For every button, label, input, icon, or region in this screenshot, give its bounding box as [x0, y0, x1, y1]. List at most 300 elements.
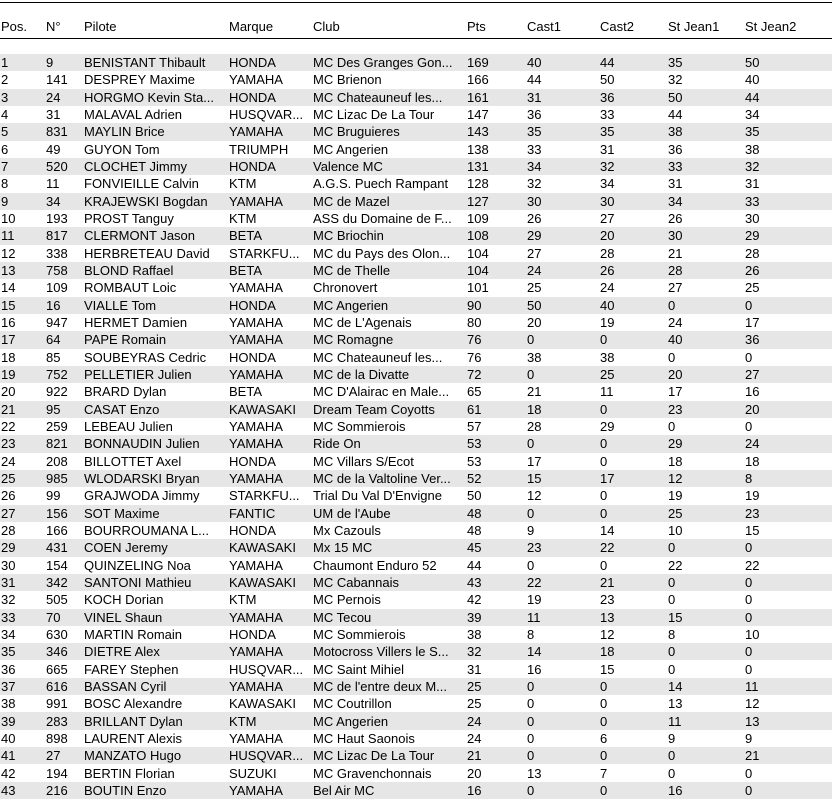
cell-pilote: CLOCHET Jimmy: [83, 158, 228, 175]
cell-pts: 166: [466, 71, 526, 88]
table-row: [0, 782, 832, 799]
cell-cast1: 0: [526, 678, 599, 695]
header-st-jean1[interactable]: St Jean1: [668, 18, 720, 34]
table-row: [0, 418, 832, 435]
cell-st-jean2: 31: [744, 175, 832, 192]
table-row: [0, 314, 832, 331]
cell-club: Ride On: [312, 435, 466, 452]
cell-cast1: 17: [526, 453, 599, 470]
cell-marque: KAWASAKI: [228, 539, 312, 556]
cell-pilote: PROST Tanguy: [83, 210, 228, 227]
cell-marque: YAMAHA: [228, 314, 312, 331]
cell-st-jean2: 0: [744, 574, 832, 591]
table-row: [0, 643, 832, 660]
cell-pos: 39: [0, 712, 45, 729]
cell-st-jean2: 11: [744, 678, 832, 695]
cell-pts: 53: [466, 453, 526, 470]
cell-marque: HONDA: [228, 453, 312, 470]
cell-st-jean2: 40: [744, 71, 832, 88]
cell-st-jean2: 0: [744, 418, 832, 435]
cell-club: Motocross Villers le S...: [312, 643, 466, 660]
cell-club: MC Cabannais: [312, 574, 466, 591]
cell-pts: 61: [466, 401, 526, 418]
cell-pos: 7: [0, 158, 45, 175]
table-row: [0, 730, 832, 747]
cell-st-jean1: 28: [667, 262, 744, 279]
header-cast2[interactable]: Cast2: [600, 18, 634, 34]
cell-number: 95: [45, 401, 83, 418]
cell-pts: 48: [466, 505, 526, 522]
cell-st-jean2: 0: [744, 297, 832, 314]
cell-number: 665: [45, 660, 83, 677]
cell-cast2: 13: [599, 609, 667, 626]
cell-number: 208: [45, 453, 83, 470]
cell-pilote: DIETRE Alex: [83, 643, 228, 660]
cell-st-jean1: 0: [667, 747, 744, 764]
cell-cast2: 30: [599, 193, 667, 210]
cell-pos: 4: [0, 106, 45, 123]
cell-pilote: COEN Jeremy: [83, 539, 228, 556]
cell-pts: 38: [466, 626, 526, 643]
cell-cast1: 22: [526, 574, 599, 591]
cell-club: A.G.S. Puech Rampant: [312, 175, 466, 192]
cell-number: 34: [45, 193, 83, 210]
cell-pts: 25: [466, 695, 526, 712]
cell-pts: 161: [466, 89, 526, 106]
cell-st-jean2: 30: [744, 210, 832, 227]
table-row: [0, 626, 832, 643]
table-row: [0, 695, 832, 712]
cell-number: 31: [45, 106, 83, 123]
cell-pos: 15: [0, 297, 45, 314]
cell-pilote: BOSC Alexandre: [83, 695, 228, 712]
cell-marque: YAMAHA: [228, 279, 312, 296]
table-row: [0, 591, 832, 608]
cell-pilote: VINEL Shaun: [83, 609, 228, 626]
cell-cast2: 40: [599, 297, 667, 314]
cell-number: 283: [45, 712, 83, 729]
table-row: [0, 539, 832, 556]
cell-pilote: GRAJWODA Jimmy: [83, 487, 228, 504]
cell-cast1: 32: [526, 175, 599, 192]
cell-st-jean2: 38: [744, 141, 832, 158]
cell-st-jean2: 0: [744, 591, 832, 608]
cell-pos: 1: [0, 54, 45, 71]
cell-pts: 44: [466, 557, 526, 574]
cell-cast2: 0: [599, 505, 667, 522]
cell-cast1: 25: [526, 279, 599, 296]
cell-pilote: BOURROUMANA L...: [83, 522, 228, 539]
cell-cast2: 0: [599, 453, 667, 470]
cell-st-jean1: 16: [667, 782, 744, 799]
table-row: [0, 158, 832, 175]
cell-number: 898: [45, 730, 83, 747]
cell-club: MC Sommierois: [312, 626, 466, 643]
cell-pos: 27: [0, 505, 45, 522]
cell-pts: 32: [466, 643, 526, 660]
cell-pilote: CLERMONT Jason: [83, 227, 228, 244]
cell-number: 85: [45, 349, 83, 366]
cell-cast2: 31: [599, 141, 667, 158]
cell-club: UM de l'Aube: [312, 505, 466, 522]
cell-st-jean2: 29: [744, 227, 832, 244]
cell-cast1: 40: [526, 54, 599, 71]
cell-number: 141: [45, 71, 83, 88]
cell-st-jean2: 33: [744, 193, 832, 210]
cell-marque: YAMAHA: [228, 643, 312, 660]
table-row: [0, 123, 832, 140]
cell-pilote: CASAT Enzo: [83, 401, 228, 418]
cell-cast1: 27: [526, 245, 599, 262]
table-row: [0, 470, 832, 487]
cell-club: Trial Du Val D'Envigne: [312, 487, 466, 504]
cell-cast1: 0: [526, 730, 599, 747]
cell-cast1: 50: [526, 297, 599, 314]
cell-pts: 20: [466, 764, 526, 781]
top-rule: [0, 2, 832, 3]
cell-st-jean1: 32: [667, 71, 744, 88]
cell-cast1: 35: [526, 123, 599, 140]
table-row: [0, 505, 832, 522]
cell-cast2: 27: [599, 210, 667, 227]
cell-marque: TRIUMPH: [228, 141, 312, 158]
cell-cast2: 38: [599, 349, 667, 366]
cell-st-jean2: 17: [744, 314, 832, 331]
cell-club: MC de la Valtoline Ver...: [312, 470, 466, 487]
cell-pilote: FAREY Stephen: [83, 660, 228, 677]
cell-club: Mx Cazouls: [312, 522, 466, 539]
cell-marque: YAMAHA: [228, 678, 312, 695]
cell-st-jean2: 27: [744, 366, 832, 383]
cell-cast2: 19: [599, 314, 667, 331]
cell-st-jean2: 34: [744, 106, 832, 123]
cell-st-jean1: 33: [667, 158, 744, 175]
cell-cast2: 20: [599, 227, 667, 244]
cell-cast1: 0: [526, 712, 599, 729]
cell-st-jean1: 23: [667, 401, 744, 418]
cell-st-jean1: 0: [667, 574, 744, 591]
cell-pos: 42: [0, 764, 45, 781]
cell-number: 194: [45, 764, 83, 781]
header-st-jean2[interactable]: St Jean2: [745, 18, 797, 34]
cell-cast1: 15: [526, 470, 599, 487]
cell-pts: 50: [466, 487, 526, 504]
cell-st-jean2: 25: [744, 279, 832, 296]
table-row: [0, 453, 832, 470]
cell-club: MC de Thelle: [312, 262, 466, 279]
cell-pos: 22: [0, 418, 45, 435]
cell-cast2: 32: [599, 158, 667, 175]
header-pos[interactable]: Pos.: [1, 18, 28, 34]
cell-pos: 36: [0, 660, 45, 677]
cell-st-jean1: 0: [667, 349, 744, 366]
cell-st-jean2: 10: [744, 626, 832, 643]
cell-number: 99: [45, 487, 83, 504]
cell-pos: 34: [0, 626, 45, 643]
cell-pilote: LEBEAU Julien: [83, 418, 228, 435]
cell-club: MC Angerien: [312, 297, 466, 314]
cell-pos: 33: [0, 609, 45, 626]
cell-st-jean2: 50: [744, 54, 832, 71]
cell-pos: 20: [0, 383, 45, 400]
cell-cast2: 17: [599, 470, 667, 487]
cell-st-jean2: 24: [744, 435, 832, 452]
cell-cast2: 50: [599, 71, 667, 88]
cell-club: MC Coutrillon: [312, 695, 466, 712]
header-number[interactable]: N°: [46, 18, 61, 34]
cell-number: 9: [45, 54, 83, 71]
cell-club: MC Briochin: [312, 227, 466, 244]
cell-pilote: BLOND Raffael: [83, 262, 228, 279]
cell-cast2: 26: [599, 262, 667, 279]
cell-cast2: 22: [599, 539, 667, 556]
header-spacer: [0, 39, 832, 55]
cell-cast2: 0: [599, 782, 667, 799]
cell-pts: 31: [466, 660, 526, 677]
cell-marque: YAMAHA: [228, 123, 312, 140]
cell-club: MC Chateauneuf les...: [312, 89, 466, 106]
cell-pos: 31: [0, 574, 45, 591]
cell-pts: 39: [466, 609, 526, 626]
cell-number: 616: [45, 678, 83, 695]
table-row: [0, 678, 832, 695]
cell-club: Dream Team Coyotts: [312, 401, 466, 418]
cell-pilote: ROMBAUT Loic: [83, 279, 228, 296]
cell-cast2: 11: [599, 383, 667, 400]
table-row: [0, 764, 832, 781]
cell-pos: 3: [0, 89, 45, 106]
cell-marque: KTM: [228, 210, 312, 227]
cell-cast1: 12: [526, 487, 599, 504]
cell-st-jean1: 15: [667, 609, 744, 626]
cell-pts: 57: [466, 418, 526, 435]
cell-club: MC Saint Mihiel: [312, 660, 466, 677]
cell-cast2: 0: [599, 557, 667, 574]
cell-number: 831: [45, 123, 83, 140]
cell-pilote: SOT Maxime: [83, 505, 228, 522]
cell-st-jean1: 9: [667, 730, 744, 747]
cell-cast1: 0: [526, 435, 599, 452]
cell-pts: 43: [466, 574, 526, 591]
cell-number: 922: [45, 383, 83, 400]
cell-marque: YAMAHA: [228, 609, 312, 626]
cell-st-jean1: 18: [667, 453, 744, 470]
cell-st-jean1: 0: [667, 418, 744, 435]
cell-st-jean2: 0: [744, 643, 832, 660]
cell-number: 11: [45, 175, 83, 192]
cell-st-jean2: 13: [744, 712, 832, 729]
table-row: [0, 574, 832, 591]
cell-club: MC Romagne: [312, 331, 466, 348]
header-row: [0, 14, 832, 39]
cell-pts: 76: [466, 349, 526, 366]
table-row: [0, 557, 832, 574]
cell-pilote: KRAJEWSKI Bogdan: [83, 193, 228, 210]
cell-club: MC Lizac De La Tour: [312, 106, 466, 123]
cell-pos: 8: [0, 175, 45, 192]
cell-pts: 169: [466, 54, 526, 71]
cell-club: MC Angerien: [312, 141, 466, 158]
cell-pilote: BRARD Dylan: [83, 383, 228, 400]
cell-cast1: 8: [526, 626, 599, 643]
cell-cast1: 0: [526, 747, 599, 764]
cell-number: 109: [45, 279, 83, 296]
cell-pilote: KOCH Dorian: [83, 591, 228, 608]
cell-club: MC Gravenchonnais: [312, 764, 466, 781]
cell-marque: HONDA: [228, 626, 312, 643]
cell-marque: HUSQVAR...: [228, 747, 312, 764]
cell-cast2: 24: [599, 279, 667, 296]
cell-pilote: HORGMO Kevin Sta...: [83, 89, 228, 106]
cell-marque: YAMAHA: [228, 418, 312, 435]
cell-pos: 35: [0, 643, 45, 660]
cell-club: MC Villars S/Ecot: [312, 453, 466, 470]
cell-st-jean1: 17: [667, 383, 744, 400]
cell-club: Chronovert: [312, 279, 466, 296]
cell-pts: 53: [466, 435, 526, 452]
cell-cast1: 16: [526, 660, 599, 677]
header-cast1[interactable]: Cast1: [527, 18, 561, 34]
cell-pos: 10: [0, 210, 45, 227]
cell-st-jean2: 0: [744, 764, 832, 781]
cell-marque: YAMAHA: [228, 470, 312, 487]
cell-pilote: BASSAN Cyril: [83, 678, 228, 695]
header-pts[interactable]: Pts: [467, 18, 486, 34]
cell-pts: 25: [466, 678, 526, 695]
cell-st-jean2: 12: [744, 695, 832, 712]
cell-cast1: 20: [526, 314, 599, 331]
table-row: [0, 401, 832, 418]
cell-cast2: 44: [599, 54, 667, 71]
cell-cast1: 13: [526, 764, 599, 781]
table-row: [0, 175, 832, 192]
cell-st-jean2: 36: [744, 331, 832, 348]
cell-cast2: 7: [599, 764, 667, 781]
cell-marque: KAWASAKI: [228, 574, 312, 591]
cell-pts: 76: [466, 331, 526, 348]
cell-st-jean1: 31: [667, 175, 744, 192]
cell-pos: 18: [0, 349, 45, 366]
cell-pos: 14: [0, 279, 45, 296]
cell-cast1: 36: [526, 106, 599, 123]
cell-pts: 128: [466, 175, 526, 192]
header-club[interactable]: Club: [313, 18, 340, 34]
cell-marque: YAMAHA: [228, 331, 312, 348]
cell-marque: HUSQVAR...: [228, 660, 312, 677]
cell-number: 947: [45, 314, 83, 331]
cell-club: MC Pernois: [312, 591, 466, 608]
cell-cast2: 6: [599, 730, 667, 747]
cell-cast2: 12: [599, 626, 667, 643]
cell-pilote: BOUTIN Enzo: [83, 782, 228, 799]
cell-cast2: 21: [599, 574, 667, 591]
cell-club: Bel Air MC: [312, 782, 466, 799]
cell-st-jean1: 38: [667, 123, 744, 140]
cell-pts: 101: [466, 279, 526, 296]
cell-cast2: 28: [599, 245, 667, 262]
cell-st-jean1: 0: [667, 764, 744, 781]
cell-club: MC Haut Saonois: [312, 730, 466, 747]
cell-pos: 26: [0, 487, 45, 504]
cell-pts: 48: [466, 522, 526, 539]
cell-pos: 11: [0, 227, 45, 244]
cell-pos: 21: [0, 401, 45, 418]
cell-pts: 108: [466, 227, 526, 244]
cell-pos: 28: [0, 522, 45, 539]
cell-cast1: 21: [526, 383, 599, 400]
cell-pilote: PAPE Romain: [83, 331, 228, 348]
table-row: [0, 193, 832, 210]
cell-marque: YAMAHA: [228, 557, 312, 574]
cell-cast1: 18: [526, 401, 599, 418]
cell-st-jean2: 8: [744, 470, 832, 487]
cell-club: MC du Pays des Olon...: [312, 245, 466, 262]
cell-st-jean1: 25: [667, 505, 744, 522]
table-row: [0, 141, 832, 158]
cell-marque: FANTIC: [228, 505, 312, 522]
cell-st-jean2: 32: [744, 158, 832, 175]
cell-st-jean2: 22: [744, 557, 832, 574]
cell-st-jean2: 0: [744, 660, 832, 677]
cell-pos: 5: [0, 123, 45, 140]
cell-marque: YAMAHA: [228, 782, 312, 799]
cell-pilote: BONNAUDIN Julien: [83, 435, 228, 452]
header-marque[interactable]: Marque: [229, 18, 274, 34]
cell-club: MC Tecou: [312, 609, 466, 626]
cell-cast1: 0: [526, 557, 599, 574]
cell-marque: KAWASAKI: [228, 401, 312, 418]
cell-st-jean2: 20: [744, 401, 832, 418]
table-row: [0, 522, 832, 539]
cell-cast1: 9: [526, 522, 599, 539]
cell-pts: 143: [466, 123, 526, 140]
table-row: [0, 89, 832, 106]
cell-pilote: HERBRETEAU David: [83, 245, 228, 262]
cell-pts: 24: [466, 712, 526, 729]
cell-number: 166: [45, 522, 83, 539]
cell-pts: 109: [466, 210, 526, 227]
cell-st-jean2: 0: [744, 609, 832, 626]
cell-number: 346: [45, 643, 83, 660]
cell-st-jean2: 0: [744, 539, 832, 556]
cell-st-jean2: 9: [744, 730, 832, 747]
cell-cast1: 0: [526, 331, 599, 348]
cell-st-jean1: 0: [667, 643, 744, 660]
cell-pos: 41: [0, 747, 45, 764]
cell-cast2: 0: [599, 695, 667, 712]
cell-cast1: 28: [526, 418, 599, 435]
cell-pos: 38: [0, 695, 45, 712]
cell-pts: 90: [466, 297, 526, 314]
cell-marque: KTM: [228, 712, 312, 729]
cell-pilote: VIALLE Tom: [83, 297, 228, 314]
cell-pts: 24: [466, 730, 526, 747]
cell-pts: 138: [466, 141, 526, 158]
cell-pts: 127: [466, 193, 526, 210]
cell-marque: BETA: [228, 262, 312, 279]
cell-pilote: GUYON Tom: [83, 141, 228, 158]
cell-pts: 104: [466, 245, 526, 262]
cell-pts: 42: [466, 591, 526, 608]
header-pilote[interactable]: Pilote: [84, 18, 117, 34]
table-row: [0, 54, 832, 71]
cell-number: 70: [45, 609, 83, 626]
cell-marque: YAMAHA: [228, 193, 312, 210]
cell-st-jean1: 26: [667, 210, 744, 227]
table-row: [0, 262, 832, 279]
cell-cast2: 0: [599, 747, 667, 764]
cell-club: MC D'Alairac en Male...: [312, 383, 466, 400]
